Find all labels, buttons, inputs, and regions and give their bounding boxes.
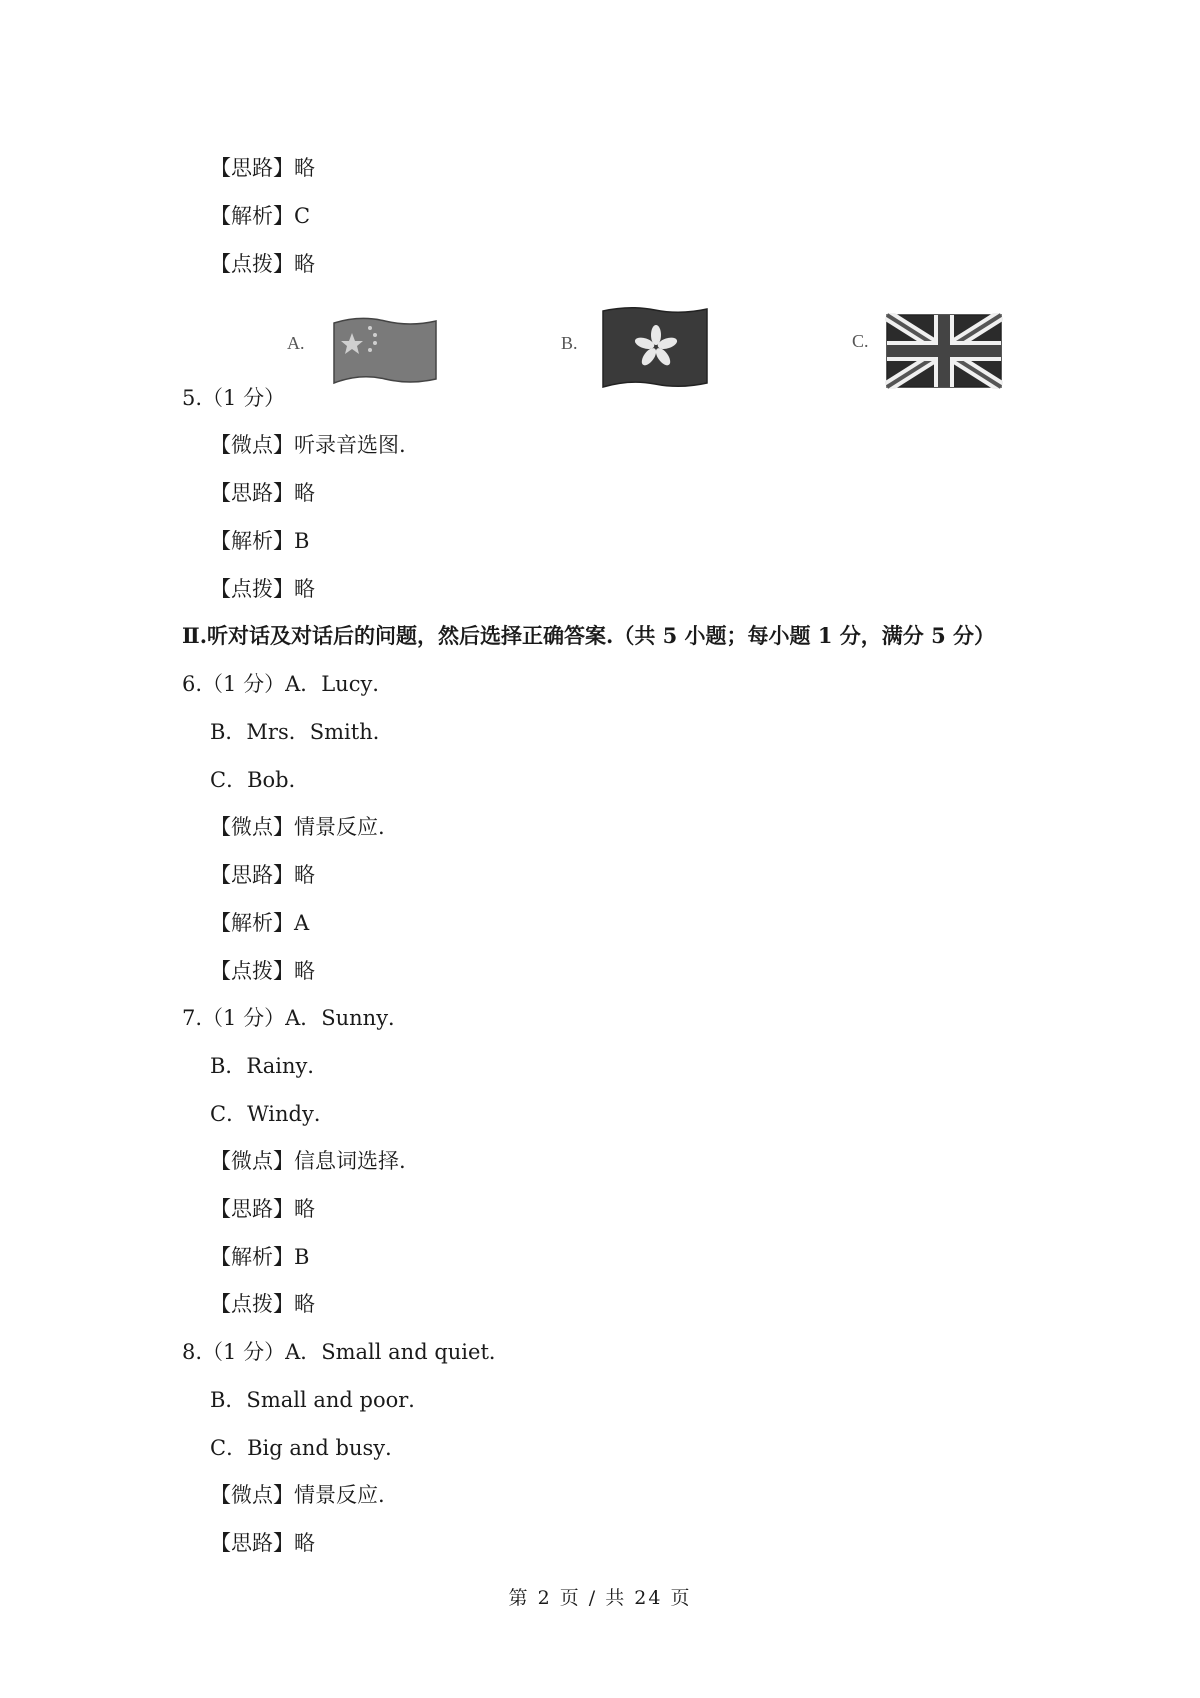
question-6-option-b: B．Mrs．Smith． <box>210 720 394 744</box>
point-line: 【微点】情景反应. <box>210 815 385 839</box>
question-8-option-b: B．Small and poor． <box>210 1388 430 1412</box>
thinking-line: 【思路】略 <box>210 1531 315 1555</box>
analysis-line: 【解析】B <box>210 529 310 553</box>
tip-line: 【点拨】略 <box>210 959 315 983</box>
analysis-line: 【解析】C <box>210 204 311 228</box>
question-8-option-c: C．Big and busy． <box>210 1436 407 1460</box>
option-a-label: A. <box>287 333 305 353</box>
tip-line: 【点拨】略 <box>210 577 315 601</box>
analysis-line: 【解析】A <box>210 911 310 935</box>
option-c-label: C. <box>852 331 869 351</box>
page-footer: 第 2 页 / 共 24 页 <box>508 1587 692 1609</box>
question-6-option-c: C．Bob． <box>210 768 310 792</box>
tip-line: 【点拨】略 <box>210 252 315 276</box>
question-7-option-c: C．Windy． <box>210 1102 335 1126</box>
question-6-option-a: 6.（1 分）A．Lucy． <box>182 672 394 696</box>
question-8-option-a: 8.（1 分）A．Small and quiet． <box>182 1340 510 1364</box>
tip-line: 【点拨】略 <box>210 1292 315 1316</box>
option-b-label: B. <box>561 333 578 353</box>
thinking-line: 【思路】略 <box>210 863 315 887</box>
point-line: 【微点】信息词选择. <box>210 1149 406 1173</box>
question-7-option-a: 7.（1 分）A．Sunny． <box>182 1006 410 1030</box>
china-flag-icon <box>330 313 440 391</box>
point-line: 【微点】情景反应. <box>210 1483 385 1507</box>
question-5-number: 5.（1 分） <box>182 386 286 410</box>
thinking-line: 【思路】略 <box>210 1197 315 1221</box>
analysis-line: 【解析】B <box>210 1245 310 1269</box>
point-line: 【微点】听录音选图. <box>210 433 406 457</box>
thinking-line: 【思路】略 <box>210 156 315 180</box>
hong-kong-flag-icon <box>600 305 710 391</box>
section-heading: Ⅱ.听对话及对话后的问题，然后选择正确答案.（共 5 小题；每小题 1 分，满分 5 分） <box>182 623 996 648</box>
thinking-line: 【思路】略 <box>210 481 315 505</box>
question-7-option-b: B．Rainy． <box>210 1054 329 1078</box>
union-jack-flag-icon <box>885 313 1003 389</box>
